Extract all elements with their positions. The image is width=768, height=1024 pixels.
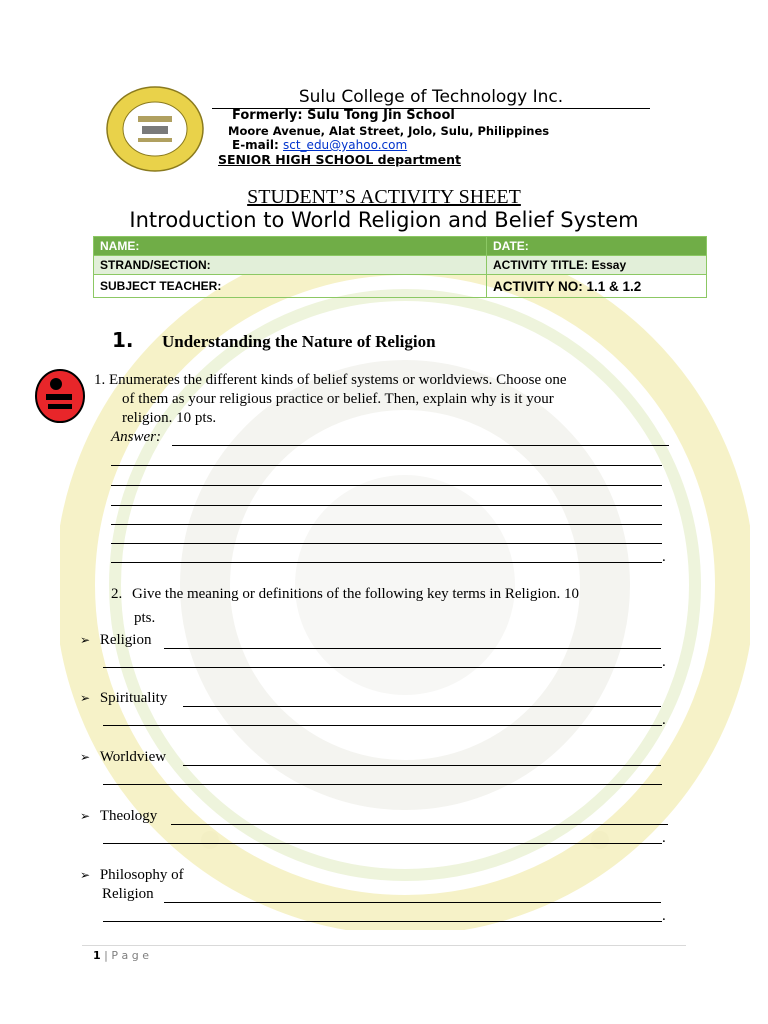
section-number: 1. (112, 328, 134, 352)
answer-label: Answer: (111, 429, 161, 445)
student-info-table (93, 236, 707, 298)
term-answer-line[interactable] (164, 648, 661, 649)
arrow-bullet-icon: ➢ (80, 868, 91, 882)
date-cell[interactable]: DATE: (487, 237, 707, 256)
term-religion: Religion (99, 632, 152, 648)
term-answer-line[interactable] (164, 902, 661, 903)
term-answer-line[interactable] (103, 784, 662, 785)
subject-title: Introduction to World Religion and Belief System (129, 208, 639, 232)
school-logo (106, 86, 204, 172)
q1-line2: of them as your religious practice or belief. Then, explain why is it your (122, 391, 554, 407)
arrow-bullet-icon: ➢ (80, 633, 91, 647)
q1-line3: religion. 10 pts. (122, 410, 217, 426)
answer-line[interactable] (111, 543, 662, 544)
arrow-bullet-icon: ➢ (80, 691, 91, 705)
email-link[interactable]: sct_edu@yahoo.com (283, 138, 408, 152)
name-cell[interactable]: NAME: (94, 237, 487, 256)
term-philosophy: Philosophy of (99, 867, 184, 883)
answer-line[interactable] (172, 445, 669, 446)
term-answer-line[interactable] (171, 824, 668, 825)
term-theology: Theology (99, 808, 158, 824)
q2-line1: Give the meaning or definitions of the following key terms in Religion. 10 (132, 586, 580, 602)
teacher-cell[interactable]: SUBJECT TEACHER: (94, 275, 487, 298)
arrow-bullet-icon: ➢ (80, 809, 91, 823)
answer-line[interactable] (111, 485, 662, 486)
q2-line2: pts. (134, 610, 156, 626)
page-number: 1 (93, 949, 101, 962)
section-title: Understanding the Nature of Religion (162, 332, 436, 351)
answer-line[interactable] (111, 465, 662, 466)
sheet-title: STUDENT’S ACTIVITY SHEET (247, 186, 521, 208)
department-text: SENIOR HIGH SCHOOL department (218, 152, 461, 167)
answer-line[interactable] (111, 505, 662, 506)
answer-line[interactable] (111, 562, 662, 563)
footer-divider (82, 945, 686, 946)
term-spirituality: Spirituality (99, 690, 168, 706)
term-answer-line[interactable] (103, 921, 662, 922)
term-answer-line[interactable] (103, 667, 662, 668)
q2-number: 2. (111, 586, 123, 602)
reading-icon (34, 368, 86, 424)
arrow-bullet-icon: ➢ (80, 750, 91, 764)
term-answer-line[interactable] (183, 765, 661, 766)
activity-no-cell: ACTIVITY NO: 1.1 & 1.2 (487, 275, 707, 298)
q1-line1: Enumerates the different kinds of belief systems or worldviews. Choose one (109, 372, 567, 388)
term-answer-line[interactable] (103, 725, 662, 726)
strand-cell[interactable]: STRAND/SECTION: (94, 256, 487, 275)
term-worldview: Worldview (99, 749, 167, 765)
answer-line[interactable] (111, 524, 662, 525)
term-answer-line[interactable] (103, 843, 662, 844)
activity-title-cell: ACTIVITY TITLE: Essay (487, 256, 707, 275)
address-text: Moore Avenue, Alat Street, Jolo, Sulu, Philippines (228, 124, 550, 138)
school-name: Sulu College of Technology Inc. (212, 86, 650, 109)
email-label: E-mail: (232, 138, 279, 152)
term-answer-line[interactable] (183, 706, 661, 707)
q1-number: 1. (94, 372, 106, 388)
page-label: | P a g e (104, 949, 149, 962)
formerly-text: Formerly: Sulu Tong Jin School (232, 108, 455, 123)
term-philosophy-line2: Religion (102, 886, 154, 902)
